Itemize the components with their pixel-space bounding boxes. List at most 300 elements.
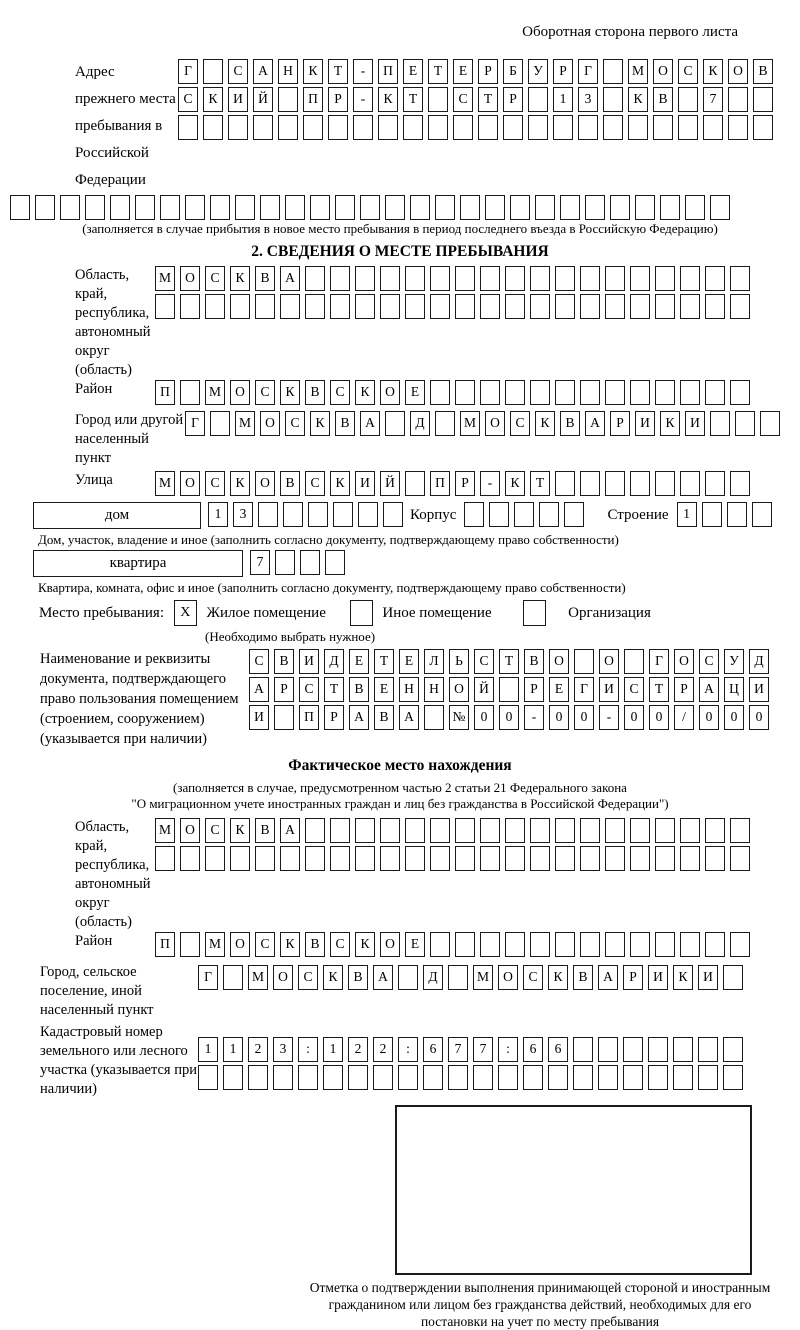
- form-cell: [655, 846, 675, 871]
- form-cell: [753, 115, 773, 140]
- form-cell: [85, 195, 105, 220]
- form-cell: В: [335, 411, 355, 436]
- form-cell: 2: [373, 1037, 393, 1062]
- form-cell: [735, 411, 755, 436]
- form-cell: Д: [423, 965, 443, 990]
- prev-address-row-4: [10, 195, 800, 220]
- form-cell: О: [653, 59, 673, 84]
- form-cell: О: [728, 59, 748, 84]
- form-cell: [555, 471, 575, 496]
- form-cell: [430, 266, 450, 291]
- form-cell: О: [380, 380, 400, 405]
- form-cell: [605, 266, 625, 291]
- form-cell: П: [430, 471, 450, 496]
- form-cell: [573, 1037, 593, 1062]
- form-cell: С: [699, 649, 719, 674]
- form-cell: [305, 818, 325, 843]
- actual-district-label: Район: [75, 933, 113, 949]
- form-cell: Т: [649, 677, 669, 702]
- section2-street-label: Улица: [75, 472, 113, 488]
- actual-district-row: [75, 932, 800, 960]
- form-cell: [455, 266, 475, 291]
- section2-street-row: [75, 471, 800, 499]
- checkbox-other-premises: [350, 600, 373, 626]
- form-cell: С: [298, 965, 318, 990]
- form-cell: М: [628, 59, 648, 84]
- form-cell: 7: [250, 550, 270, 575]
- form-cell: [673, 1037, 693, 1062]
- stay-type-label: Место пребывания:: [39, 605, 164, 621]
- form-cell: [278, 87, 298, 112]
- form-cell: [555, 294, 575, 319]
- form-cell: [728, 87, 748, 112]
- form-cell: [323, 1065, 343, 1090]
- form-cell: К: [330, 471, 350, 496]
- form-cell: [473, 1065, 493, 1090]
- form-cell: Г: [178, 59, 198, 84]
- form-cell: М: [155, 818, 175, 843]
- form-cell: О: [230, 932, 250, 957]
- form-cell: С: [330, 932, 350, 957]
- form-cell: [605, 818, 625, 843]
- form-cell: [455, 818, 475, 843]
- form-cell: [580, 818, 600, 843]
- form-cell: С: [228, 59, 248, 84]
- form-cell: И: [249, 705, 269, 730]
- form-cell: [480, 846, 500, 871]
- prev-address-row-1: [178, 59, 778, 84]
- form-cell: Д: [324, 649, 344, 674]
- actual-city-row: [40, 963, 800, 1020]
- form-cell: [753, 87, 773, 112]
- form-cell: [685, 195, 705, 220]
- form-cell: [610, 195, 630, 220]
- form-cell: [455, 294, 475, 319]
- form-cell: [630, 846, 650, 871]
- form-cell: К: [230, 471, 250, 496]
- form-cell: 1: [553, 87, 573, 112]
- apartment-caption: Квартира, комната, офис и иное (заполнить согласно документу, подтверждающему право собственности): [38, 580, 626, 595]
- form-cell: [328, 115, 348, 140]
- form-cell: [255, 846, 275, 871]
- form-cell: [460, 195, 480, 220]
- stay-type-option-organization: Организация: [568, 605, 651, 621]
- form-cell: :: [398, 1037, 418, 1062]
- form-cell: [380, 818, 400, 843]
- form-cell: О: [273, 965, 293, 990]
- form-cell: Т: [530, 471, 550, 496]
- form-cell: [298, 1065, 318, 1090]
- form-cell: О: [255, 471, 275, 496]
- form-cell: [255, 294, 275, 319]
- form-cell: С: [330, 380, 350, 405]
- form-cell: [60, 195, 80, 220]
- form-cell: С: [299, 677, 319, 702]
- form-cell: 3: [233, 502, 253, 527]
- page-side-note: Оборотная сторона первого листа: [522, 24, 738, 40]
- prev-address-block: [75, 59, 800, 194]
- form-cell: :: [498, 1037, 518, 1062]
- form-cell: [428, 115, 448, 140]
- form-cell: [680, 294, 700, 319]
- form-cell: [398, 1065, 418, 1090]
- form-cell: Т: [478, 87, 498, 112]
- form-cell: О: [230, 380, 250, 405]
- form-cell: Р: [324, 705, 344, 730]
- form-cell: [580, 471, 600, 496]
- form-cell: А: [280, 818, 300, 843]
- form-cell: [285, 195, 305, 220]
- form-cell: С: [178, 87, 198, 112]
- form-cell: И: [299, 649, 319, 674]
- form-cell: [555, 266, 575, 291]
- form-cell: 3: [578, 87, 598, 112]
- form-cell: [705, 818, 725, 843]
- form-cell: [230, 294, 250, 319]
- form-cell: [180, 846, 200, 871]
- form-cell: 2: [248, 1037, 268, 1062]
- form-cell: [385, 411, 405, 436]
- form-cell: [655, 932, 675, 957]
- form-cell: [548, 1065, 568, 1090]
- form-cell: [205, 294, 225, 319]
- form-cell: К: [548, 965, 568, 990]
- form-cell: 0: [699, 705, 719, 730]
- cadastre-row-1: [198, 1037, 748, 1062]
- form-cell: С: [205, 471, 225, 496]
- form-cell: Т: [428, 59, 448, 84]
- form-cell: Г: [574, 677, 594, 702]
- form-cell: Е: [453, 59, 473, 84]
- form-cell: М: [205, 380, 225, 405]
- form-cell: [710, 195, 730, 220]
- form-cell: [505, 380, 525, 405]
- form-cell: [223, 1065, 243, 1090]
- form-cell: 0: [724, 705, 744, 730]
- prev-address-cells: [178, 59, 778, 143]
- form-cell: А: [373, 965, 393, 990]
- form-cell: [248, 1065, 268, 1090]
- form-cell: [355, 846, 375, 871]
- form-cell: 1: [677, 502, 697, 527]
- form-cell: Г: [198, 965, 218, 990]
- form-cell: [210, 195, 230, 220]
- form-cell: [505, 818, 525, 843]
- form-cell: [180, 380, 200, 405]
- form-cell: [710, 411, 730, 436]
- form-cell: [702, 502, 722, 527]
- form-cell: [528, 87, 548, 112]
- form-cell: Е: [549, 677, 569, 702]
- form-cell: 0: [499, 705, 519, 730]
- cadastre-row-2: [198, 1065, 748, 1090]
- house-row: [33, 502, 800, 530]
- form-cell: [430, 818, 450, 843]
- section2-region-row-1: [155, 266, 755, 291]
- form-cell: П: [155, 932, 175, 957]
- form-cell: [198, 1065, 218, 1090]
- korpus-cells: [464, 502, 589, 527]
- form-cell: [453, 115, 473, 140]
- korpus-label: Корпус: [410, 507, 457, 523]
- form-cell: И: [648, 965, 668, 990]
- form-cell: [353, 115, 373, 140]
- prev-address-caption: (заполняется в случае прибытия в новое место пребывания в период последнего въезда в Российскую Федерацию): [82, 221, 718, 236]
- document-row-1: [249, 649, 774, 674]
- form-cell: Е: [374, 677, 394, 702]
- form-cell: Е: [399, 649, 419, 674]
- form-cell: 0: [549, 705, 569, 730]
- form-cell: [680, 380, 700, 405]
- form-cell: Е: [349, 649, 369, 674]
- form-cell: [358, 502, 378, 527]
- form-cell: Г: [649, 649, 669, 674]
- form-cell: [553, 115, 573, 140]
- form-cell: В: [305, 932, 325, 957]
- form-cell: 6: [523, 1037, 543, 1062]
- form-cell: [605, 380, 625, 405]
- form-cell: [308, 502, 328, 527]
- apartment-box: квартира: [33, 550, 243, 577]
- form-cell: [435, 195, 455, 220]
- form-cell: 0: [574, 705, 594, 730]
- form-cell: [530, 818, 550, 843]
- form-cell: [398, 965, 418, 990]
- form-cell: Й: [253, 87, 273, 112]
- form-cell: [274, 705, 294, 730]
- section2-city-label: Город или другой населенный пункт: [75, 412, 184, 466]
- prev-address-label: Адрес прежнего места пребывания в Российской Федерации: [75, 64, 176, 188]
- form-cell: В: [573, 965, 593, 990]
- section2-city-cells: [185, 411, 785, 436]
- form-cell: С: [453, 87, 473, 112]
- form-cell: [660, 195, 680, 220]
- form-cell: [752, 502, 772, 527]
- form-cell: [505, 846, 525, 871]
- form-cell: [203, 59, 223, 84]
- stay-type-option-other: Иное помещение: [382, 605, 492, 621]
- form-cell: [680, 266, 700, 291]
- form-cell: [205, 846, 225, 871]
- form-cell: М: [235, 411, 255, 436]
- form-cell: [603, 59, 623, 84]
- form-cell: В: [255, 266, 275, 291]
- stroenie-label: Строение: [607, 507, 669, 523]
- form-cell: [360, 195, 380, 220]
- section2-title: 2. СВЕДЕНИЯ О МЕСТЕ ПРЕБЫВАНИЯ: [251, 243, 549, 260]
- form-cell: [405, 266, 425, 291]
- form-cell: К: [673, 965, 693, 990]
- form-cell: С: [624, 677, 644, 702]
- form-cell: -: [353, 59, 373, 84]
- form-cell: [355, 266, 375, 291]
- form-cell: 1: [223, 1037, 243, 1062]
- form-cell: :: [298, 1037, 318, 1062]
- form-cell: [185, 195, 205, 220]
- form-cell: [530, 266, 550, 291]
- form-cell: Д: [410, 411, 430, 436]
- form-cell: [230, 846, 250, 871]
- form-cell: [623, 1065, 643, 1090]
- form-cell: [580, 380, 600, 405]
- form-cell: [305, 846, 325, 871]
- form-cell: О: [380, 932, 400, 957]
- form-cell: [678, 87, 698, 112]
- form-cell: В: [255, 818, 275, 843]
- form-cell: П: [299, 705, 319, 730]
- form-cell: [330, 294, 350, 319]
- form-cell: [705, 294, 725, 319]
- form-cell: [503, 115, 523, 140]
- form-cell: О: [485, 411, 505, 436]
- form-cell: А: [249, 677, 269, 702]
- form-cell: [228, 115, 248, 140]
- form-cell: П: [303, 87, 323, 112]
- form-cell: [430, 294, 450, 319]
- form-cell: [325, 550, 345, 575]
- form-cell: К: [378, 87, 398, 112]
- form-cell: [730, 932, 750, 957]
- actual-region-row-2: [155, 846, 755, 871]
- form-cell: [705, 266, 725, 291]
- form-cell: А: [280, 266, 300, 291]
- form-cell: С: [474, 649, 494, 674]
- form-cell: [410, 195, 430, 220]
- form-cell: Р: [610, 411, 630, 436]
- form-cell: А: [349, 705, 369, 730]
- form-cell: Т: [499, 649, 519, 674]
- prev-address-row-2: [178, 87, 778, 112]
- form-cell: [598, 1065, 618, 1090]
- form-cell: М: [205, 932, 225, 957]
- stamp-caption: Отметка о подтверждении выполнения принимающей стороной и иностранным гражданином или лицом без гражданства действий, необходимых для его постановки на учет по месту пребывания: [309, 1280, 771, 1329]
- form-cell: Т: [403, 87, 423, 112]
- form-cell: [560, 195, 580, 220]
- form-cell: [555, 932, 575, 957]
- form-cell: [303, 115, 323, 140]
- form-cell: М: [473, 965, 493, 990]
- form-cell: К: [280, 380, 300, 405]
- form-cell: [730, 294, 750, 319]
- form-cell: [223, 965, 243, 990]
- form-cell: М: [248, 965, 268, 990]
- house-caption: Дом, участок, владение и иное (заполнить согласно документу, подтверждающему право собственности): [38, 532, 619, 547]
- form-cell: [564, 502, 584, 527]
- form-cell: [530, 294, 550, 319]
- form-cell: [464, 502, 484, 527]
- actual-region-cells: [155, 818, 755, 874]
- actual-region-label: Область, край, республика, автономный округ (область): [75, 819, 151, 930]
- form-cell: [730, 380, 750, 405]
- form-cell: [348, 1065, 368, 1090]
- form-cell: Р: [503, 87, 523, 112]
- form-cell: [605, 471, 625, 496]
- form-cell: Р: [623, 965, 643, 990]
- form-cell: В: [653, 87, 673, 112]
- form-cell: В: [349, 677, 369, 702]
- form-cell: С: [523, 965, 543, 990]
- form-cell: [300, 550, 320, 575]
- form-cell: Й: [474, 677, 494, 702]
- cadastre-label: Кадастровый номер земельного или лесного участка (указывается при наличии): [40, 1024, 197, 1097]
- form-cell: К: [355, 380, 375, 405]
- form-cell: [480, 932, 500, 957]
- form-cell: [624, 649, 644, 674]
- form-cell: [605, 932, 625, 957]
- form-cell: А: [585, 411, 605, 436]
- form-cell: [730, 846, 750, 871]
- form-cell: С: [255, 380, 275, 405]
- form-cell: [478, 115, 498, 140]
- form-cell: [630, 818, 650, 843]
- form-cell: М: [460, 411, 480, 436]
- form-cell: Ц: [724, 677, 744, 702]
- form-cell: [723, 965, 743, 990]
- actual-city-cells: [198, 965, 748, 990]
- form-cell: О: [260, 411, 280, 436]
- form-cell: [630, 266, 650, 291]
- form-cell: 7: [448, 1037, 468, 1062]
- form-cell: [630, 932, 650, 957]
- form-cell: В: [753, 59, 773, 84]
- form-cell: [535, 195, 555, 220]
- form-cell: [424, 705, 444, 730]
- form-cell: [580, 932, 600, 957]
- form-cell: [730, 471, 750, 496]
- form-cell: [510, 195, 530, 220]
- form-cell: Р: [478, 59, 498, 84]
- form-cell: [235, 195, 255, 220]
- form-cell: /: [674, 705, 694, 730]
- form-cell: [705, 380, 725, 405]
- form-cell: Т: [324, 677, 344, 702]
- form-cell: Р: [524, 677, 544, 702]
- form-cell: [485, 195, 505, 220]
- form-cell: [630, 380, 650, 405]
- form-cell: К: [703, 59, 723, 84]
- form-cell: [405, 294, 425, 319]
- form-cell: [730, 266, 750, 291]
- form-cell: [723, 1065, 743, 1090]
- form-cell: К: [628, 87, 648, 112]
- form-cell: [160, 195, 180, 220]
- house-cells: [208, 502, 408, 527]
- form-cell: [723, 1037, 743, 1062]
- form-cell: [330, 266, 350, 291]
- form-cell: [623, 1037, 643, 1062]
- form-cell: [760, 411, 780, 436]
- section2-region-label: Область, край, республика, автономный округ (область): [75, 267, 151, 378]
- form-cell: [573, 1065, 593, 1090]
- form-cell: [680, 471, 700, 496]
- form-cell: [278, 115, 298, 140]
- form-cell: [578, 115, 598, 140]
- form-cell: [258, 502, 278, 527]
- form-cell: [355, 294, 375, 319]
- form-cell: [703, 115, 723, 140]
- form-cell: [283, 502, 303, 527]
- form-cell: С: [510, 411, 530, 436]
- form-cell: [528, 115, 548, 140]
- form-cell: М: [155, 266, 175, 291]
- apartment-cells: [250, 550, 350, 575]
- section2-district-row: [75, 380, 800, 408]
- form-cell: 1: [323, 1037, 343, 1062]
- form-cell: №: [449, 705, 469, 730]
- form-cell: [730, 818, 750, 843]
- form-cell: Н: [424, 677, 444, 702]
- form-cell: [585, 195, 605, 220]
